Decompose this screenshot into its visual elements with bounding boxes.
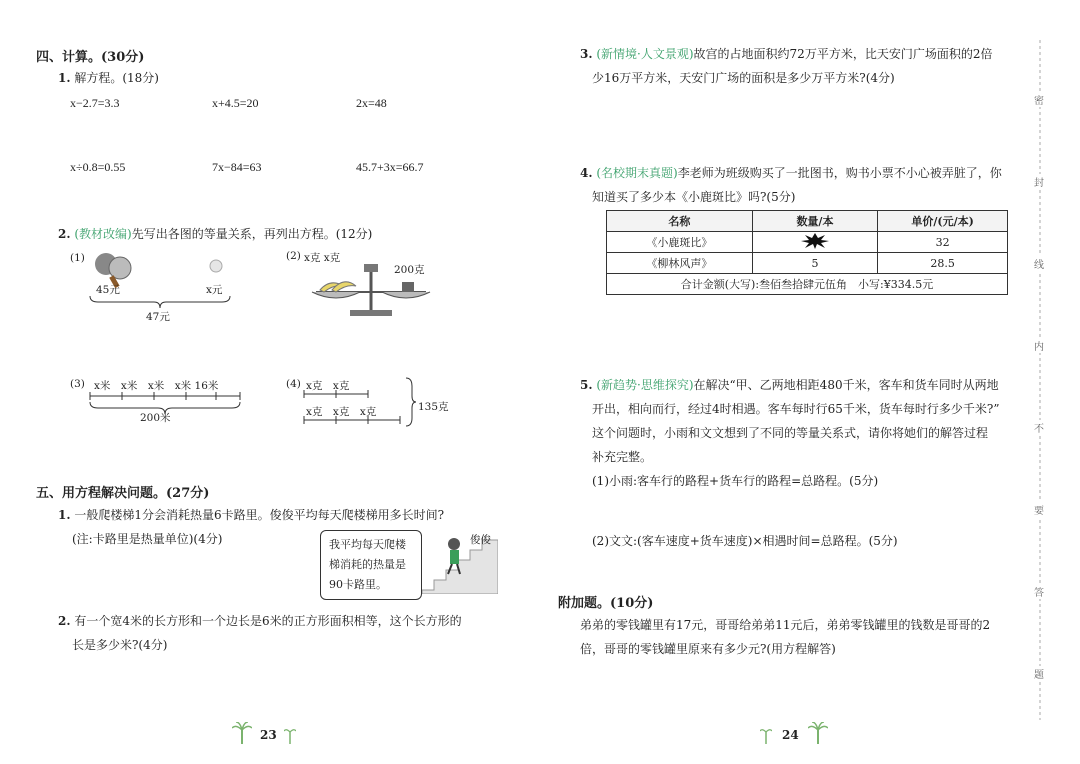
ball-icon <box>210 260 222 272</box>
binding-margin-char: 封 <box>1034 174 1044 189</box>
figure-2-weight-label: 200克 <box>394 264 425 276</box>
question-5-2 <box>58 612 462 629</box>
table-total-cell: 合计金额(大写):叁佰叁拾肆元伍角 小写:¥334.5元 <box>607 274 1008 295</box>
table-cell: 32 <box>878 232 1008 253</box>
equation: 7x−84=63 <box>212 160 262 174</box>
figure-1-left-label: 45元 <box>96 284 120 296</box>
binding-dashed-line <box>1030 40 1050 720</box>
figure-4-total-label: 135克 <box>418 401 449 413</box>
question-number: 1. <box>58 71 71 85</box>
table-header-row <box>607 211 1008 232</box>
question-number: 3. <box>580 47 593 61</box>
question-1 <box>58 69 159 86</box>
speech-bubble: 我平均每天爬楼梯消耗的热量是90卡路里。 <box>320 530 422 600</box>
question-text: 解方程。(18分) <box>74 71 159 85</box>
figure-3-segment-labels: x米 x米 x米 x米 16米 <box>94 380 219 392</box>
question-2 <box>58 225 372 242</box>
question-number: 2. <box>58 614 71 628</box>
question-text-line2: 知道买了多少本《小鹿斑比》吗?(5分) <box>592 190 796 204</box>
binding-margin-char: 要 <box>1034 502 1044 517</box>
page-number-left: 23 <box>260 728 277 742</box>
figure-1-right-label: x元 <box>206 284 223 296</box>
figure-3-index: (3) <box>70 378 85 390</box>
question-text-line3: 这个问题时，小雨和文文想到了不同的等量关系式，请你将她们的解答过程 <box>592 426 989 440</box>
table-cell: 《柳林风声》 <box>607 253 753 274</box>
question-number: 4. <box>580 166 593 180</box>
question-number: 2. <box>58 227 71 241</box>
paddle-icon <box>109 257 131 279</box>
question-tag: (新情境·人文景观) <box>596 47 694 61</box>
section-five-title: 五、用方程解决问题。(27分) <box>36 486 210 501</box>
question-4 <box>580 164 1002 181</box>
palm-tree-icon <box>808 722 828 744</box>
binding-margin-char: 线 <box>1034 256 1044 271</box>
question-tag: (名校期末真题) <box>596 166 678 180</box>
figure-4-index: (4) <box>286 378 301 390</box>
binding-margin-char: 题 <box>1034 666 1044 681</box>
binding-margin-char: 不 <box>1034 420 1044 435</box>
binding-margin-char: 答 <box>1034 584 1044 599</box>
sub-question-1: (1)小雨:客车行的路程+货车行的路程=总路程。(5分) <box>592 474 879 488</box>
question-text: 先写出各图的等量关系，再列出方程。(12分) <box>131 227 373 241</box>
figure-1-total-label: 47元 <box>146 311 170 323</box>
question-text: 有一个宽4米的长方形和一个边长是6米的正方形面积相等，这个长方形的 <box>74 614 462 628</box>
equation: x−2.7=3.3 <box>70 96 120 110</box>
table-row <box>607 232 1008 253</box>
equation: 2x=48 <box>356 96 387 110</box>
equation: x+4.5=20 <box>212 96 259 110</box>
question-text: 一般爬楼梯1分会消耗热量6卡路里。俊俊平均每天爬楼梯用多长时间? <box>74 508 445 522</box>
question-tag: (教材改编) <box>74 227 132 241</box>
table-cell: 28.5 <box>878 253 1008 274</box>
question-text-line2: (注:卡路里是热量单位)(4分) <box>72 532 223 546</box>
palm-tree-icon <box>232 722 252 744</box>
figure-4-diagram <box>302 376 418 428</box>
question-text-line2: 少16万平方米，天安门广场的面积是多少万平方米?(4分) <box>592 71 895 85</box>
question-number: 1. <box>58 508 71 522</box>
question-3 <box>580 45 992 62</box>
equation: x÷0.8=0.55 <box>70 160 126 174</box>
table-row <box>607 253 1008 274</box>
sub-question-2: (2)文文:(客车速度+货车速度)×相遇时间=总路程。(5分) <box>592 534 898 548</box>
question-text-line2: 长是多少米?(4分) <box>72 638 168 652</box>
table-cell: 《小鹿斑比》 <box>607 232 753 253</box>
page-number-right: 24 <box>782 728 799 742</box>
binding-margin-char: 内 <box>1034 338 1044 353</box>
question-text-line4: 补充完整。 <box>592 450 653 464</box>
figure-4-row2-labels: x克 x克 x克 <box>306 406 377 418</box>
table-header: 数量/本 <box>752 211 878 232</box>
ink-stain-icon <box>801 233 829 249</box>
figure-4-row1-labels: x克 x克 <box>306 380 350 392</box>
question-text: 故宫的占地面积约72万平方米，比天安门广场面积的2倍 <box>693 47 993 61</box>
section-four-title: 四、计算。(30分) <box>36 50 145 65</box>
leaf-icon <box>760 728 772 744</box>
person-name-label: 俊俊 <box>470 534 491 546</box>
question-5-1 <box>58 506 444 523</box>
table-cell-stained <box>752 232 878 253</box>
table-header: 名称 <box>607 211 753 232</box>
table-header: 单价/(元/本) <box>878 211 1008 232</box>
figure-1-index: (1) <box>70 252 85 264</box>
leaf-icon <box>284 728 296 744</box>
question-text: 在解决“甲、乙两地相距480千米，客车和货车同时从两地 <box>693 378 999 392</box>
binding-margin-char: 密 <box>1034 92 1044 107</box>
weight-icon <box>402 282 414 292</box>
receipt-table <box>606 210 1008 295</box>
equation: 45.7+3x=66.7 <box>356 160 424 174</box>
bonus-title: 附加题。(10分) <box>558 596 654 611</box>
bonus-text: 弟弟的零钱罐里有17元，哥哥给弟弟11元后，弟弟零钱罐里的钱数是哥哥的2 <box>580 618 991 632</box>
table-cell: 5 <box>752 253 878 274</box>
question-number: 5. <box>580 378 593 392</box>
figure-3-total-label: 200米 <box>140 412 171 424</box>
question-tag: (新趋势·思维探究) <box>596 378 694 392</box>
question-text-line2: 开出，相向而行，经过4时相遇。客车每时行65千米，货车每时行多少千米?” <box>592 402 1000 416</box>
bonus-text-line2: 倍，哥哥的零钱罐里原来有多少元?(用方程解答) <box>580 642 836 656</box>
question-text: 李老师为班级购买了一批图书，购书小票不小心被弄脏了，你 <box>677 166 1002 180</box>
table-total-row <box>607 274 1008 295</box>
figure-2-index: (2) <box>286 250 301 262</box>
question-5 <box>580 376 999 393</box>
figure-2-top-label: x克 x克 <box>304 252 341 264</box>
